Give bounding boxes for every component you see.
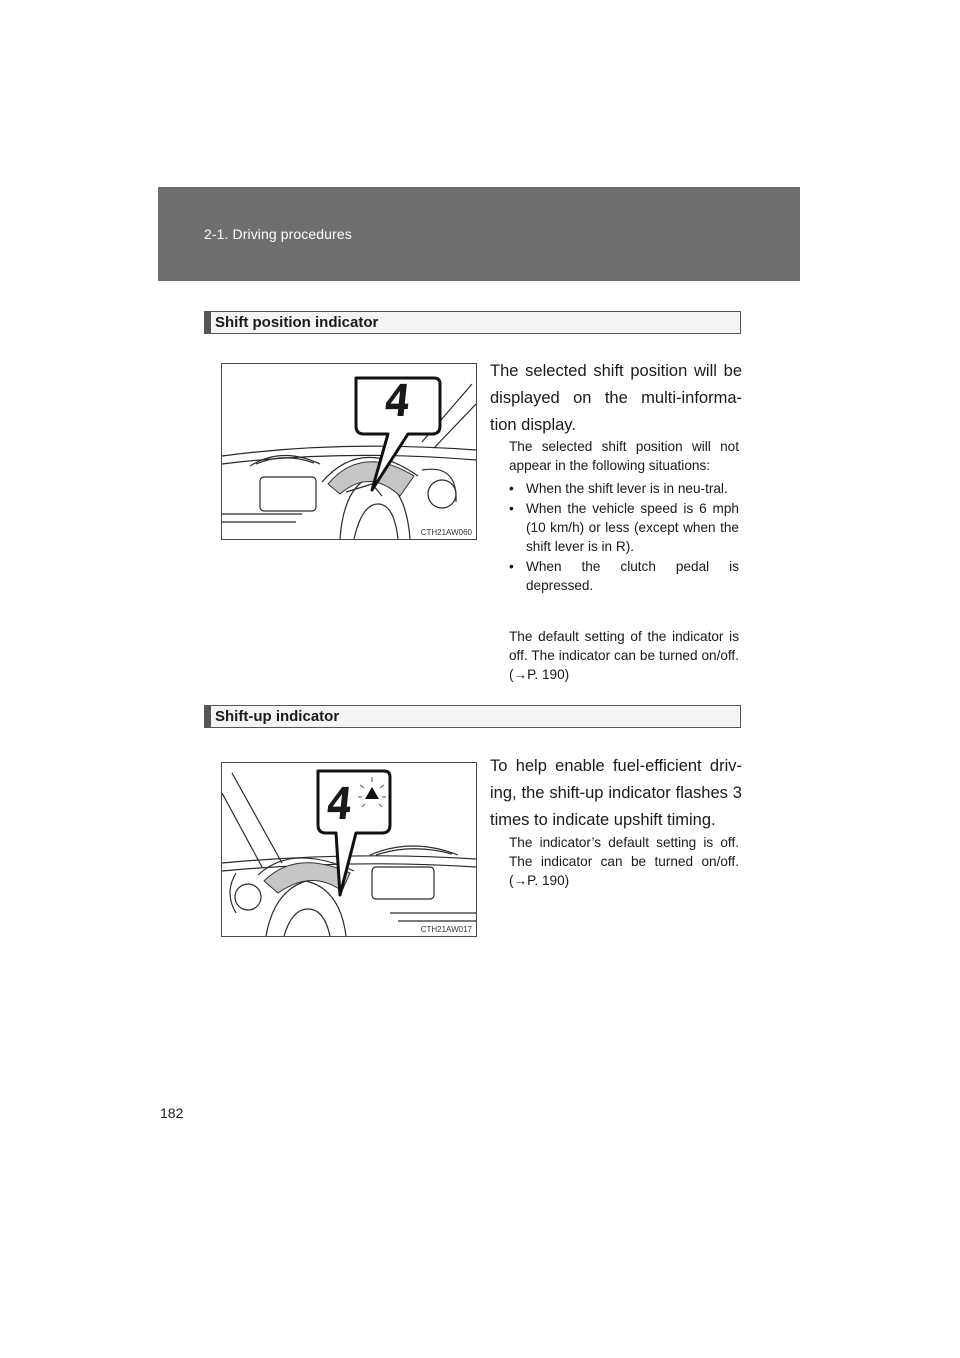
bullet-mark: • [509, 559, 514, 574]
heading-bar [205, 706, 211, 727]
lead-paragraph: The selected shift position will be displayed on the multi-informa-tion display. [490, 362, 742, 434]
list-item [509, 479, 739, 498]
heading-text: Shift-up indicator [215, 708, 340, 725]
section-heading-shift-position [204, 311, 741, 334]
illustration-shift-up [221, 762, 477, 937]
list-item [509, 499, 739, 556]
lead-paragraph: To help enable fuel-efficient driv-ing, the shift-up indicator flashes 3 times to indicate upshift timing. [490, 757, 742, 829]
indicator-digit: 4 [381, 376, 414, 427]
list-item-text: When the vehicle speed is 6 mph (10 km/h) or less (except when the shift lever is in R). [526, 501, 739, 554]
note-paragraph: The selected shift position will not appear in the following situations: [509, 439, 739, 473]
bullet-mark: • [509, 481, 514, 496]
list-item-text: When the shift lever is in neu-tral. [526, 481, 728, 496]
illustration-code: CTH21AW060 [420, 528, 472, 537]
heading-bar [205, 312, 211, 333]
page-number: 182 [160, 1105, 184, 1121]
indicator-digit: 4 [323, 779, 356, 830]
heading-text: Shift position indicator [215, 314, 379, 331]
chapter-header-band [158, 187, 800, 281]
illustration-shift-position [221, 363, 477, 540]
note-paragraph: The indicator’s default setting is off. The indicator can be turned on/off. (→P. 190) [509, 835, 739, 888]
dashboard-drawing [222, 364, 476, 539]
section-heading-shift-up [204, 705, 741, 728]
bullet-mark: • [509, 501, 514, 516]
note-paragraph: The default setting of the indicator is off. The indicator can be turned on/off. (→P. 190) [509, 629, 739, 682]
list-item [509, 557, 739, 595]
situation-list [509, 479, 739, 596]
list-item-text: When the clutch pedal is depressed. [526, 559, 739, 593]
illustration-code: CTH21AW017 [420, 925, 472, 934]
section-title: 2-1. Driving procedures [204, 226, 352, 242]
